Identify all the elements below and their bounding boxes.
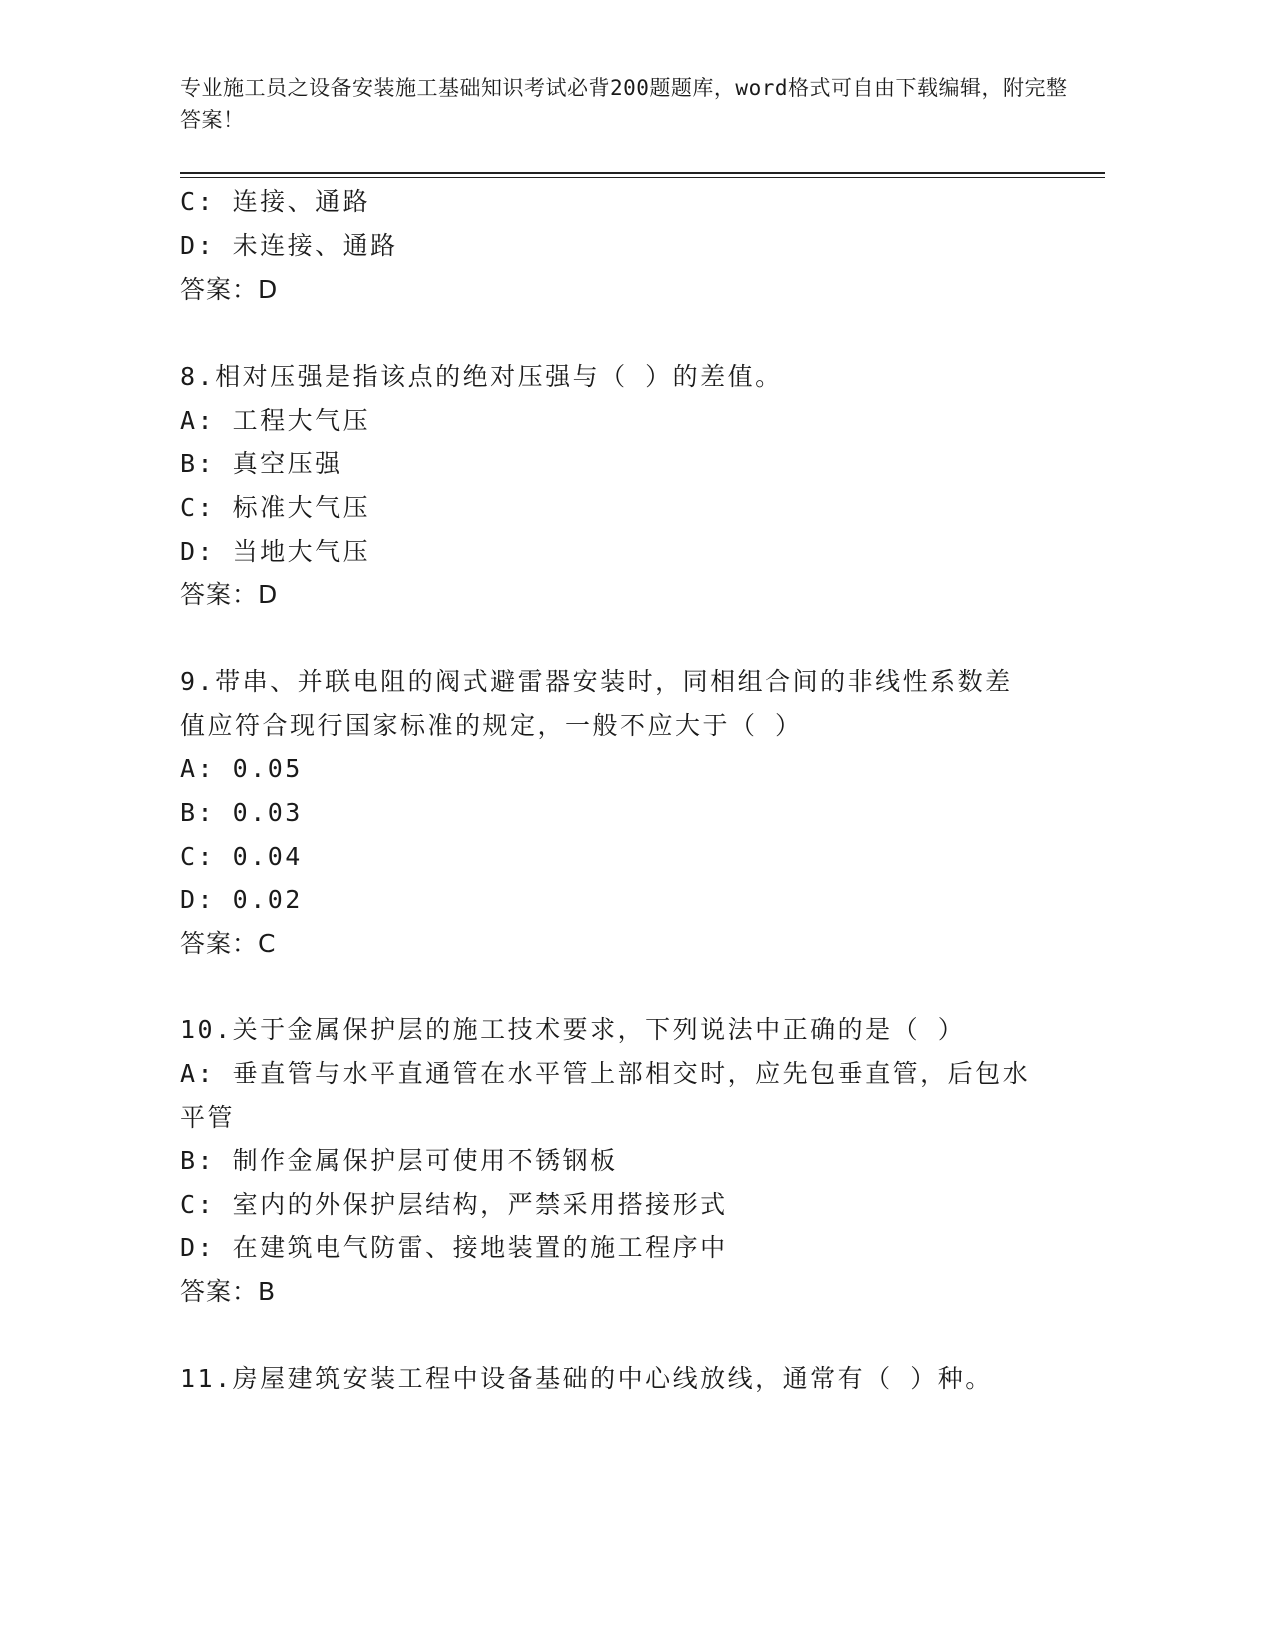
answer: 答案：B [180, 1277, 277, 1306]
option-d: D: 0.02 [180, 885, 303, 914]
question-stem: 8.相对压强是指该点的绝对压强与（ ）的差值。 [180, 362, 783, 391]
option-c: C: 标准大气压 [180, 493, 371, 522]
option-a: A: 垂直管与水平直通管在水平管上部相交时，应先包垂直管，后包水平管 [180, 1059, 1031, 1132]
header-rule-thin [180, 177, 1105, 178]
answer: 答案：D [180, 275, 279, 304]
option-a: A: 0.05 [180, 754, 303, 783]
question-stem: 10.关于金属保护层的施工技术要求，下列说法中正确的是（ ） [180, 1015, 966, 1044]
option-a: A: 工程大气压 [180, 406, 371, 435]
option-b: B: 制作金属保护层可使用不锈钢板 [180, 1146, 618, 1175]
option-d: D: 未连接、通路 [180, 231, 398, 260]
answer: 答案：C [180, 929, 277, 958]
option-b: B: 0.03 [180, 798, 303, 827]
question-stem: 11.房屋建筑安装工程中设备基础的中心线放线，通常有（ ）种。 [180, 1364, 993, 1393]
option-c: C: 连接、通路 [180, 187, 371, 216]
page-header: 专业施工员之设备安装施工基础知识考试必背200题题库，word格式可自由下载编辑，附完整答案！ [180, 76, 1068, 132]
question-stem: 9.带串、并联电阻的阀式避雷器安装时，同相组合间的非线性系数差值应符合现行国家标准的规定，一般不应大于（ ） [180, 667, 1013, 740]
option-b: B: 真空压强 [180, 449, 343, 478]
answer: 答案：D [180, 580, 279, 609]
option-d: D: 当地大气压 [180, 537, 371, 566]
option-c: C: 0.04 [180, 842, 303, 871]
option-d: D: 在建筑电气防雷、接地装置的施工程序中 [180, 1233, 728, 1262]
header-rule-thick [180, 172, 1105, 174]
option-c: C: 室内的外保护层结构，严禁采用搭接形式 [180, 1190, 728, 1219]
